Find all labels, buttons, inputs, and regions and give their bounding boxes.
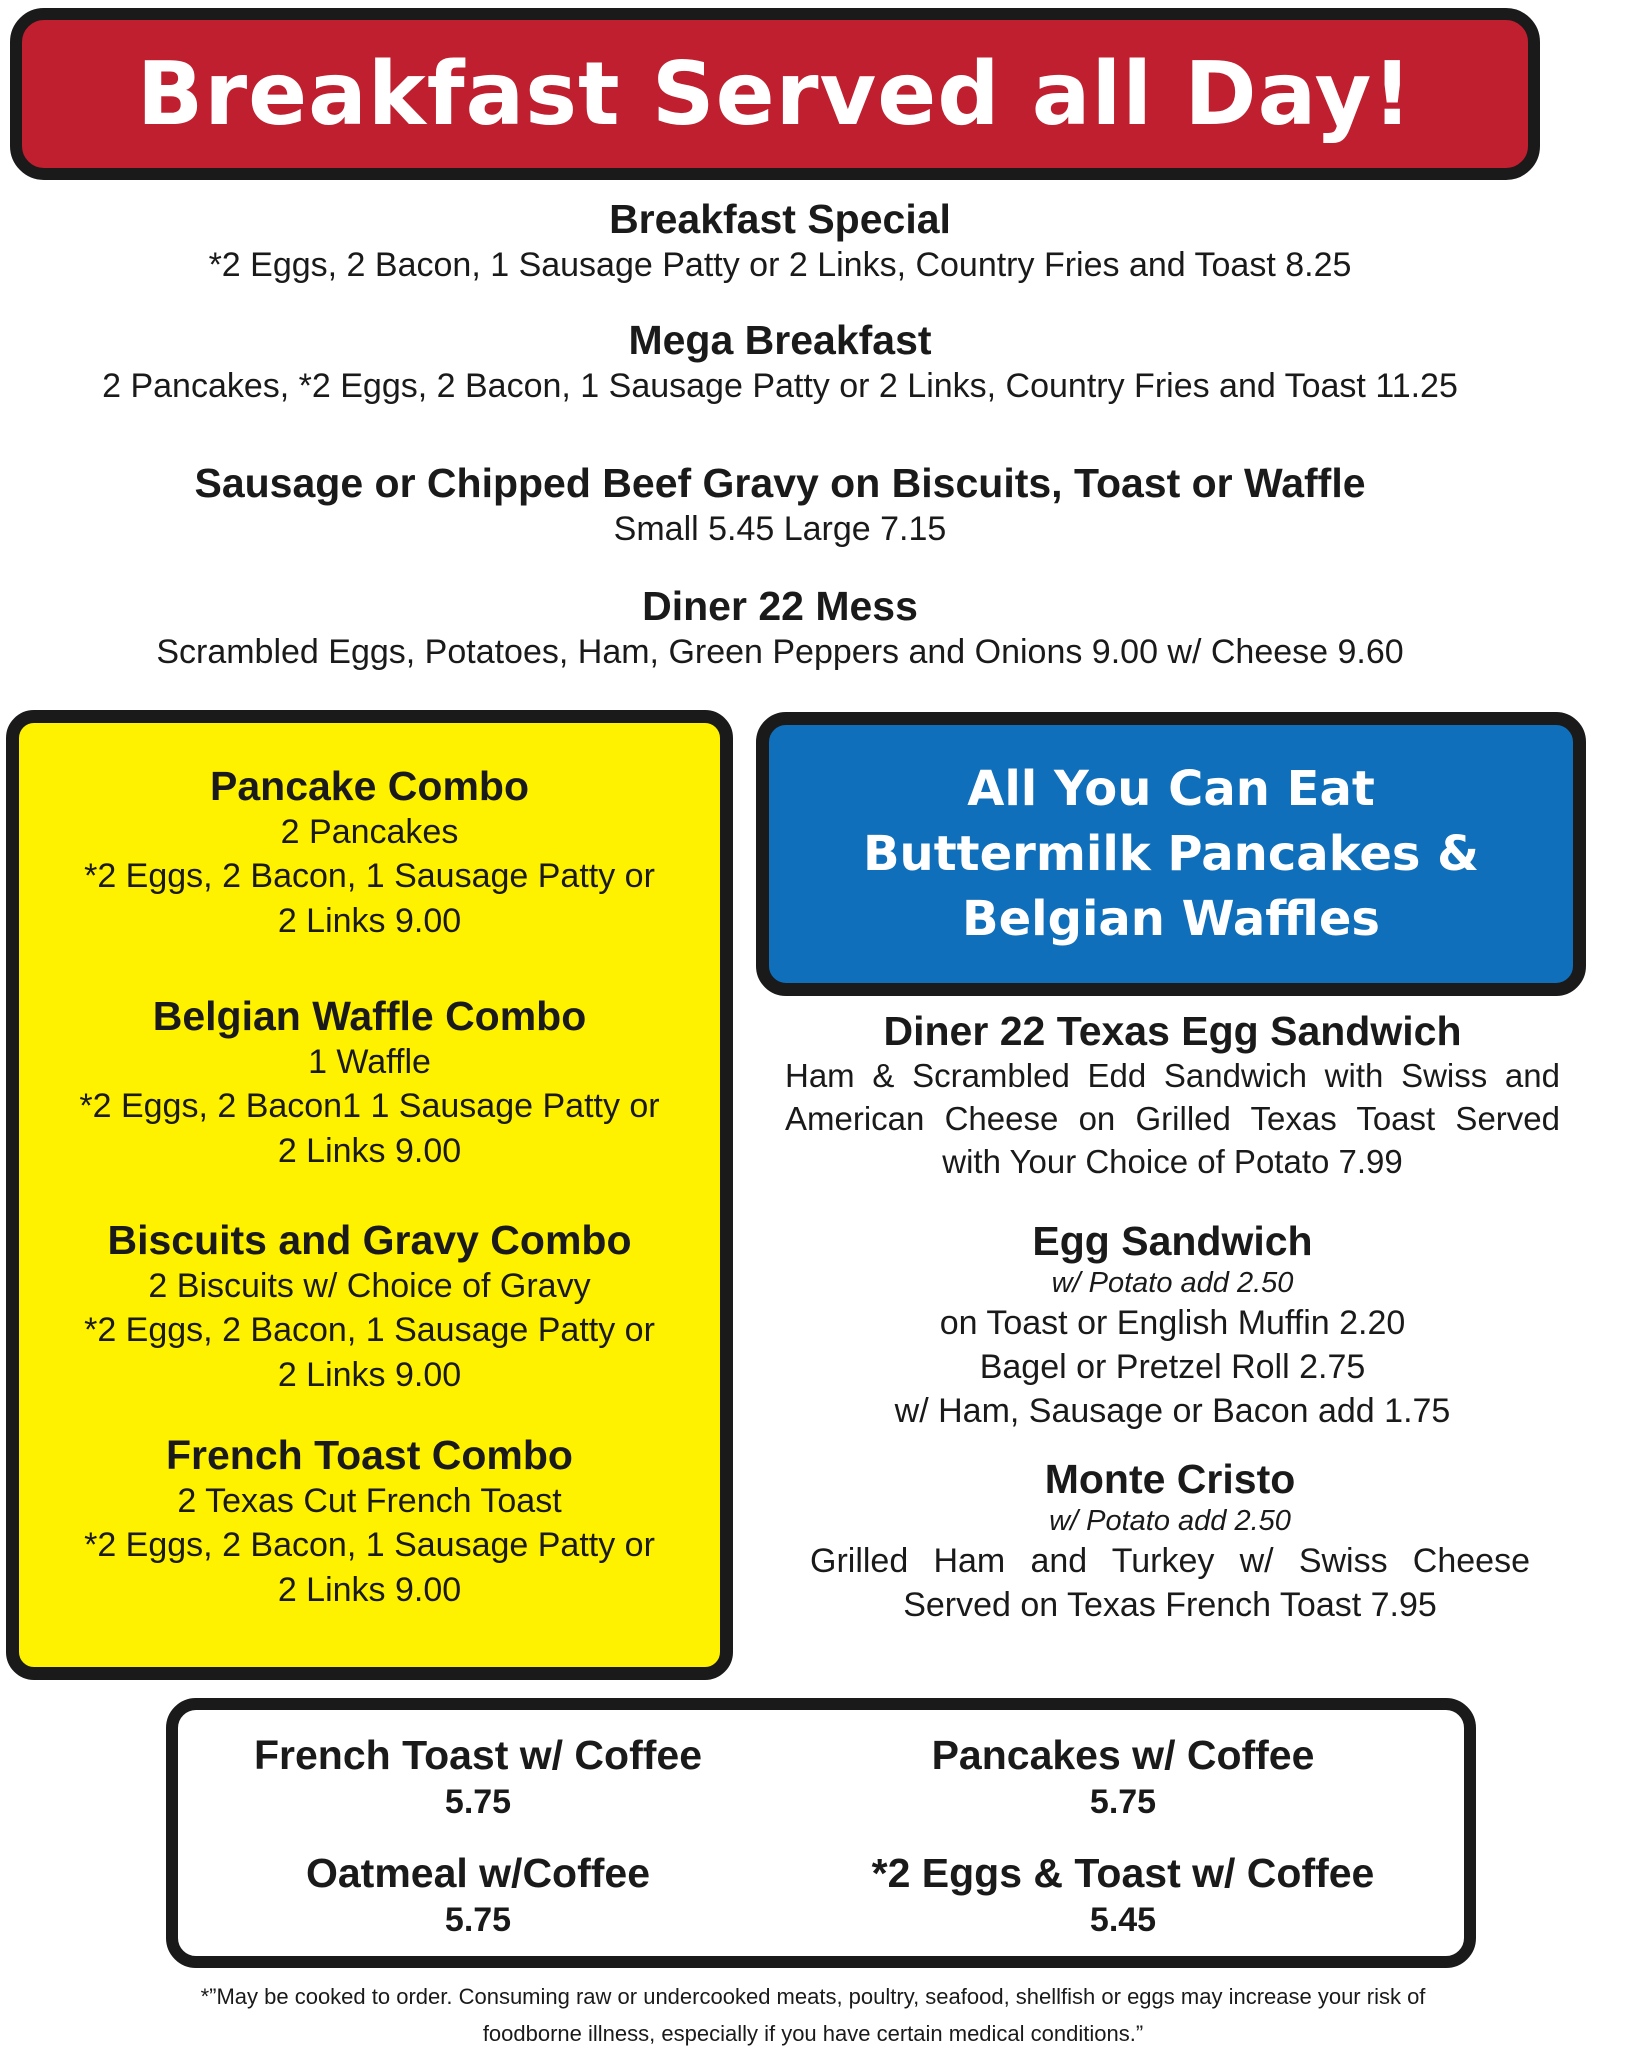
combo-line: 2 Biscuits w/ Choice of Gravy xyxy=(148,1267,591,1306)
diner-22-mess xyxy=(20,583,1540,674)
item-title: Mega Breakfast xyxy=(628,317,932,363)
coffee-special xyxy=(823,1732,1423,1827)
item-title: Diner 22 Texas Egg Sandwich xyxy=(883,1008,1462,1054)
all-you-can-eat-line: All You Can Eat xyxy=(967,760,1375,817)
item-description: Grilled Ham and Turkey w/ Swiss Cheese Served on Texas French Toast 7.95 xyxy=(810,1542,1530,1625)
item-line: Bagel or Pretzel Roll 2.75 xyxy=(979,1348,1366,1387)
combo-line: 2 Links 9.00 xyxy=(277,1570,462,1609)
coffee-special xyxy=(823,1850,1423,1945)
combo-title: Pancake Combo xyxy=(210,763,529,809)
footnote-line: *”May be cooked to order. Consuming raw or undercooked meats, poultry, seafood, shellfish or eggs may increase your risk of xyxy=(200,1984,1426,2009)
combo-line: 2 Links 9.00 xyxy=(277,1355,462,1394)
breakfast-special xyxy=(20,196,1540,287)
gravy-item xyxy=(20,460,1540,551)
mega-breakfast xyxy=(20,317,1540,408)
biscuits-gravy-combo xyxy=(19,1217,720,1397)
item-note: w/ Potato add 2.50 xyxy=(1049,1505,1291,1538)
combo-line: 2 Links 9.00 xyxy=(277,1131,462,1170)
special-title: Oatmeal w/Coffee xyxy=(305,1850,651,1896)
item-description: 2 Pancakes, *2 Eggs, 2 Bacon, 1 Sausage Patty or 2 Links, Country Fries and Toast 11.25 xyxy=(102,367,1458,406)
combo-line: 1 Waffle xyxy=(308,1043,431,1082)
special-price: 5.75 xyxy=(1089,1783,1157,1822)
item-line: on Toast or English Muffin 2.20 xyxy=(939,1304,1406,1343)
item-title: Breakfast Special xyxy=(609,196,951,242)
all-you-can-eat-box xyxy=(756,712,1586,996)
item-note: w/ Potato add 2.50 xyxy=(1051,1267,1294,1300)
combo-line: *2 Eggs, 2 Bacon1 1 Sausage Patty or xyxy=(79,1087,660,1126)
french-toast-combo xyxy=(19,1432,720,1612)
combo-box xyxy=(6,710,733,1680)
footnote xyxy=(100,1978,1526,2052)
combo-line: 2 Pancakes xyxy=(280,813,459,852)
belgian-waffle-combo xyxy=(19,993,720,1173)
item-title: Sausage or Chipped Beef Gravy on Biscuits, Toast or Waffle xyxy=(194,460,1366,506)
item-title: Monte Cristo xyxy=(1044,1456,1296,1502)
item-line: w/ Ham, Sausage or Bacon add 1.75 xyxy=(894,1392,1451,1431)
special-price: 5.45 xyxy=(1089,1901,1157,1940)
texas-egg-sandwich xyxy=(785,1008,1560,1184)
combo-title: Belgian Waffle Combo xyxy=(152,993,587,1039)
header-banner xyxy=(10,8,1540,180)
item-description: Small 5.45 Large 7.15 xyxy=(613,510,947,549)
combo-line: 2 Links 9.00 xyxy=(277,901,462,940)
combo-line: *2 Eggs, 2 Bacon, 1 Sausage Patty or xyxy=(84,1311,655,1350)
coffee-specials-box xyxy=(166,1698,1476,1968)
combo-title: French Toast Combo xyxy=(166,1432,573,1478)
special-title: Pancakes w/ Coffee xyxy=(931,1732,1315,1778)
special-price: 5.75 xyxy=(444,1901,512,1940)
combo-line: 2 Texas Cut French Toast xyxy=(177,1482,562,1521)
egg-sandwich xyxy=(785,1218,1560,1433)
item-title: Diner 22 Mess xyxy=(642,583,918,629)
item-title: Egg Sandwich xyxy=(1032,1218,1313,1264)
combo-line: *2 Eggs, 2 Bacon, 1 Sausage Patty or xyxy=(84,1526,655,1565)
special-title: *2 Eggs & Toast w/ Coffee xyxy=(871,1850,1375,1896)
coffee-special xyxy=(178,1850,778,1945)
all-you-can-eat-line: Belgian Waffles xyxy=(961,890,1380,947)
pancake-combo xyxy=(19,763,720,943)
item-description: *2 Eggs, 2 Bacon, 1 Sausage Patty or 2 Links, Country Fries and Toast 8.25 xyxy=(208,246,1352,285)
coffee-special xyxy=(178,1732,778,1827)
special-title: French Toast w/ Coffee xyxy=(253,1732,703,1778)
all-you-can-eat-line: Buttermilk Pancakes & xyxy=(862,825,1480,882)
special-price: 5.75 xyxy=(444,1783,512,1822)
item-description: Ham & Scrambled Edd Sandwich with Swiss and American Cheese on Grilled Texas Toast Served with Your Choice of Potato 7.99 xyxy=(785,1057,1560,1180)
monte-cristo xyxy=(810,1456,1530,1627)
combo-title: Biscuits and Gravy Combo xyxy=(107,1217,632,1263)
banner-title: Breakfast Served all Day! xyxy=(136,42,1414,145)
item-description: Scrambled Eggs, Potatoes, Ham, Green Peppers and Onions 9.00 w/ Cheese 9.60 xyxy=(156,633,1404,672)
combo-line: *2 Eggs, 2 Bacon, 1 Sausage Patty or xyxy=(84,857,655,896)
footnote-line: foodborne illness, especially if you have certain medical conditions.” xyxy=(482,2021,1144,2046)
